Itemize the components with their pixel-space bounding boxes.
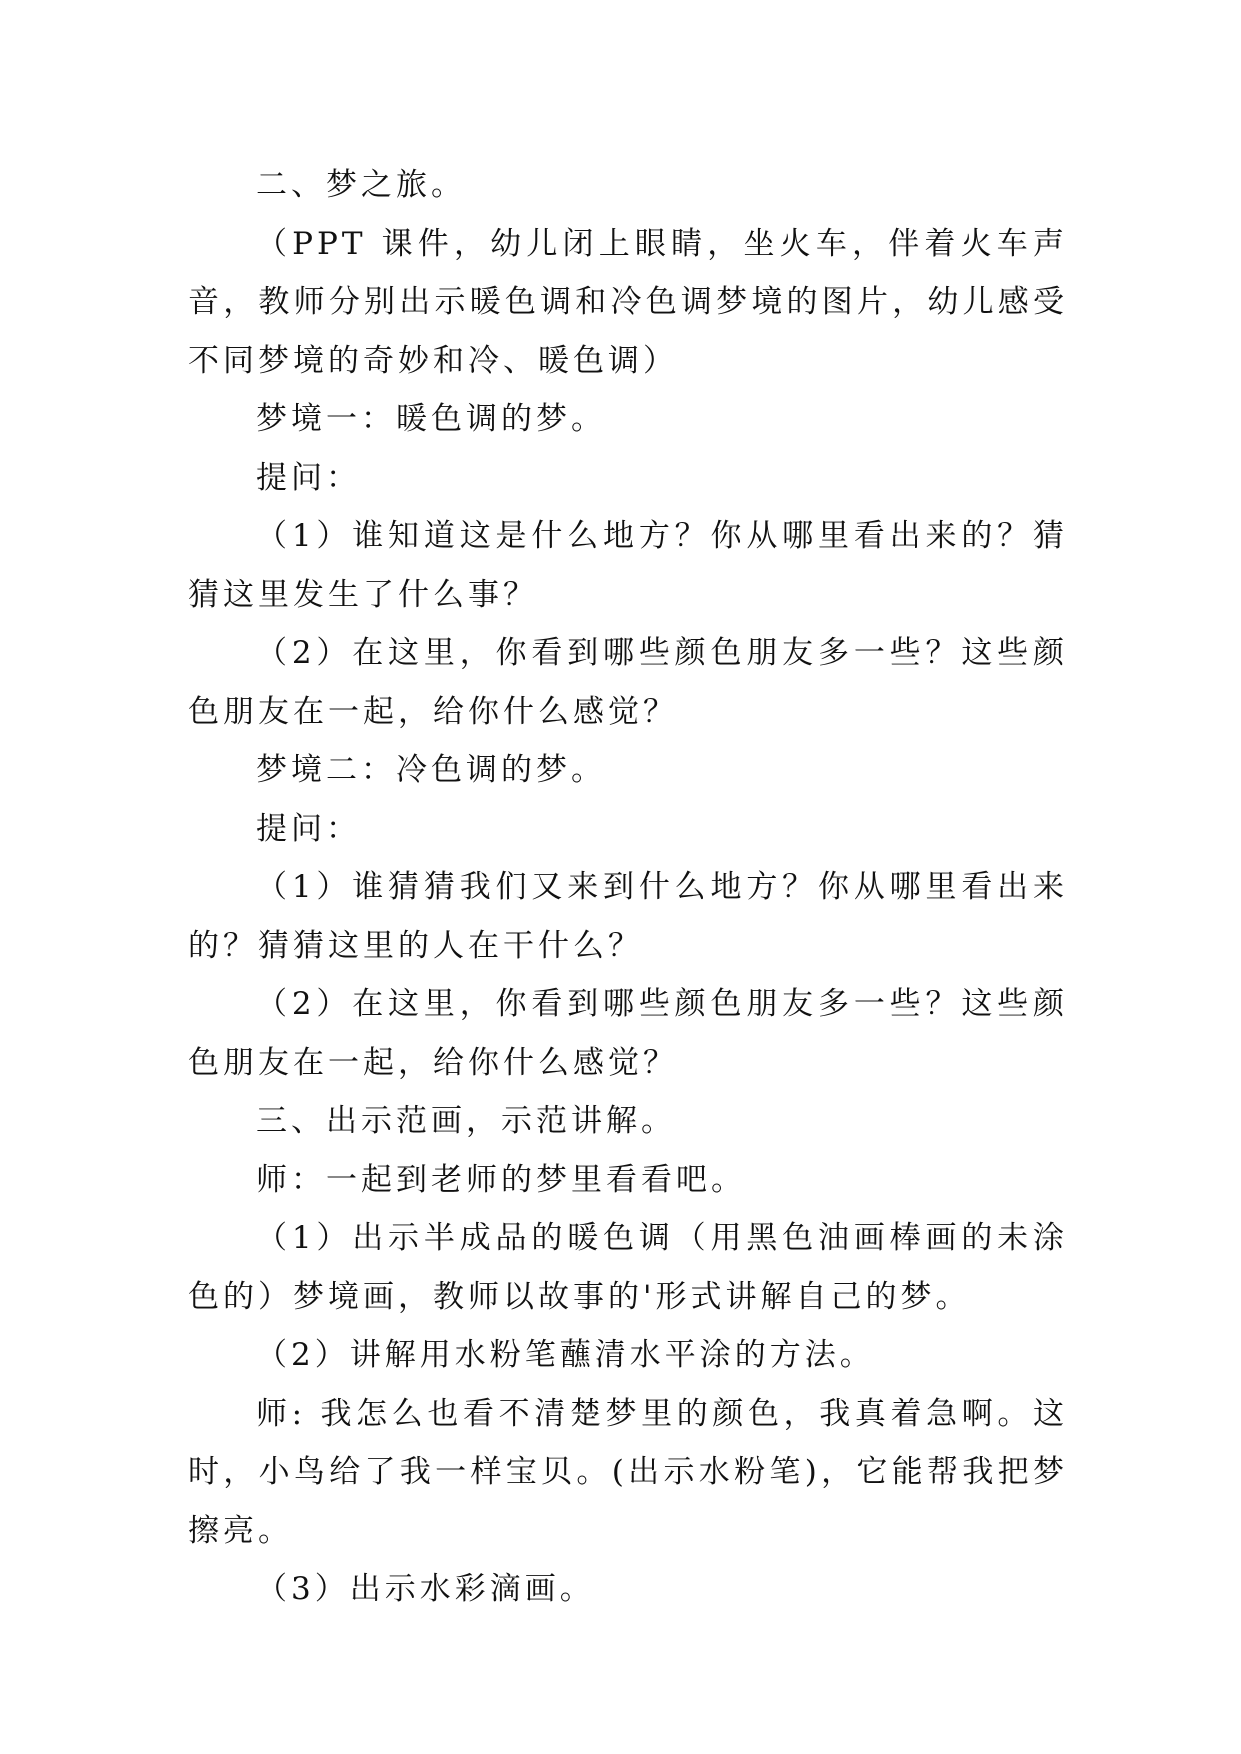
document-body xyxy=(188,156,1068,1619)
paragraph: 师：一起到老师的梦里看看吧。 xyxy=(256,1161,746,1198)
question-item: （1）谁知道这是什么地方？你从哪里看出来的？猜猜这里发生了什么事？ xyxy=(188,518,1068,613)
section-heading: 三、出示范画，示范讲解。 xyxy=(256,1103,676,1139)
paragraph: 提问： xyxy=(256,810,361,847)
paragraph: 提问： xyxy=(256,459,361,496)
list-item: （2）讲解用水粉笔蘸清水平涂的方法。 xyxy=(256,1337,875,1373)
subheading: 梦境一：暖色调的梦。 xyxy=(256,401,606,437)
list-item: （3）出示水彩滴画。 xyxy=(256,1571,595,1607)
section-heading: 二、梦之旅。 xyxy=(256,167,466,203)
question-item: （2）在这里，你看到哪些颜色朋友多一些？这些颜色朋友在一起，给你什么感觉？ xyxy=(188,986,1068,1081)
paragraph: 师: 我怎么也看不清楚梦里的颜色，我真着急啊。这时，小鸟给了我一样宝贝。(出示水粉笔)，它能帮我把梦擦亮。 xyxy=(188,1395,1068,1549)
subheading: 梦境二：冷色调的梦。 xyxy=(256,752,606,788)
question-item: （2）在这里，你看到哪些颜色朋友多一些？这些颜色朋友在一起，给你什么感觉？ xyxy=(188,635,1068,730)
paragraph: （PPT 课件，幼儿闭上眼睛，坐火车，伴着火车声音，教师分别出示暖色调和冷色调梦境的图片，幼儿感受不同梦境的奇妙和冷、暖色调） xyxy=(188,225,1068,379)
list-item: （1）出示半成品的暖色调（用黑色油画棒画的未涂色的）梦境画，教师以故事的'形式讲解自己的梦。 xyxy=(188,1220,1068,1315)
question-item: （1）谁猜猜我们又来到什么地方？你从哪里看出来的？猜猜这里的人在干什么？ xyxy=(188,869,1068,964)
